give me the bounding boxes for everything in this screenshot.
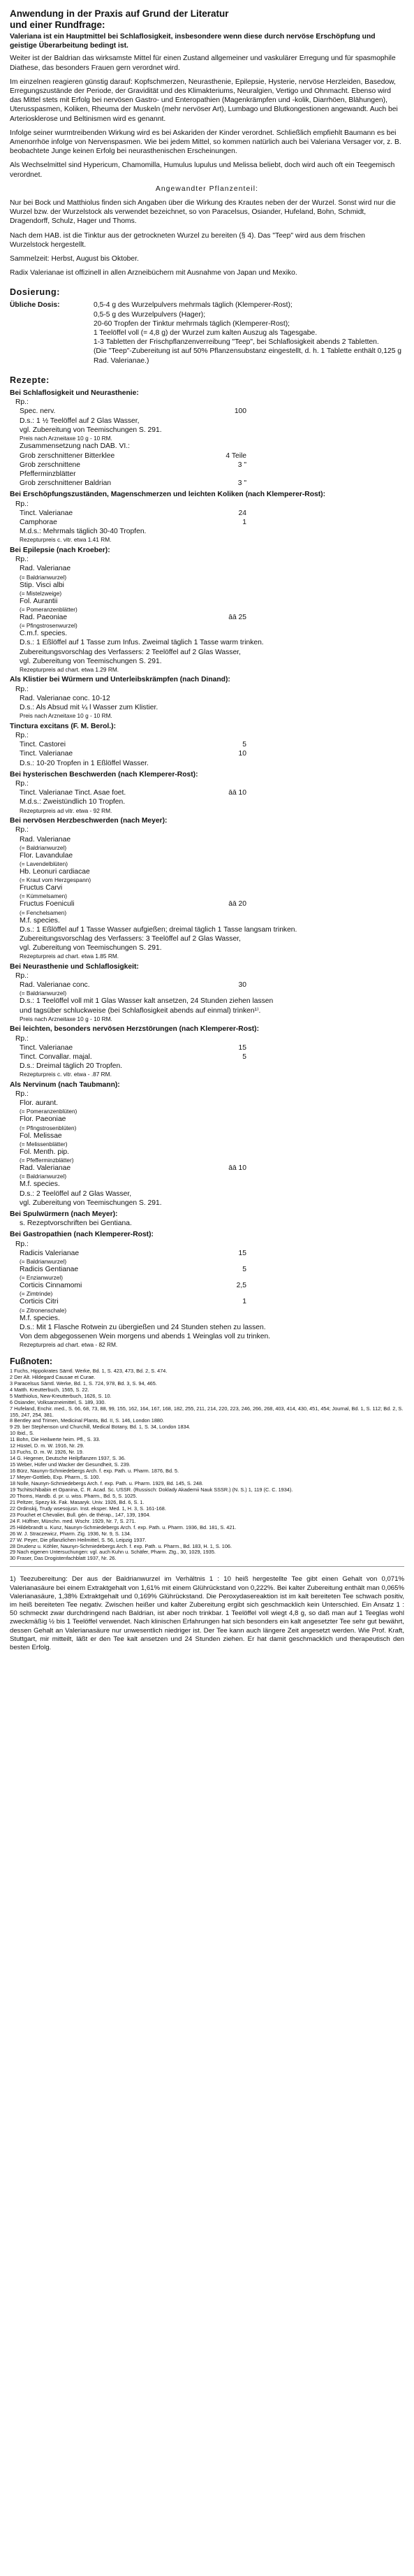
ingredient-translation: (= Kümmelsamen) xyxy=(20,892,68,900)
footnote-item: 10 Ibid., S. xyxy=(10,1430,34,1437)
dosage-block xyxy=(10,301,404,365)
ingredient-row xyxy=(10,461,404,470)
ingredient-name: Grob zerschnittener Bitterklee xyxy=(20,451,115,460)
ingredient-quantity xyxy=(205,564,246,573)
ingredient-quantity xyxy=(205,581,246,590)
ingredient-quantity: 4 Teile xyxy=(226,451,246,460)
recipe-price: Rezepturpreis ad chart. etwa 1.29 RM. xyxy=(20,665,119,673)
recipe-heading xyxy=(10,1080,404,1090)
recipe-instruction: D.s.: 1 ½ Teelöffel auf 2 Glas Wasser, xyxy=(20,417,140,425)
recipe-instruction: Zubereitungsvorschlag des Verfassers: 2 Teelöffel auf 2 Glas Wasser, xyxy=(20,648,241,656)
recipe-heading-text: Bei hysterischen Beschwerden (nach Klemperer-Rost): xyxy=(10,770,198,779)
ingredient-row xyxy=(10,1281,404,1290)
recipe-instruction: vgl. Zubereitung von Teemischungen S. 291. xyxy=(20,1199,162,1207)
recipe-heading-text: Bei Spulwürmern (nach Meyer): xyxy=(10,1210,118,1218)
ingredient-quantity: 100 xyxy=(234,407,246,416)
recipe-instruction: D.s.: 2 Teelöffel auf 2 Glas Wasser, xyxy=(20,1189,132,1198)
recipe-heading-text: Bei Gastropathien (nach Klemperer-Rost): xyxy=(10,1231,154,1239)
ingredient-name: Flor. aurant. xyxy=(20,1099,58,1108)
recipe-heading xyxy=(10,1230,404,1239)
recipe-rp: Rp.: xyxy=(15,780,29,788)
ingredient-quantity: 5 xyxy=(242,1052,246,1061)
footnote-item: 26 W. J. Straczewicz, Pharm. Zig. 1936, Nr. 9, S. 134. xyxy=(10,1530,131,1537)
ingredient-row xyxy=(10,1297,404,1306)
ingredient-translation: (= Melissenblätter) xyxy=(20,1140,68,1148)
ingredient-quantity xyxy=(205,867,246,876)
recipe-rp: Rp.: xyxy=(15,1034,29,1043)
ingredient-row xyxy=(10,581,404,590)
ingredient-row xyxy=(10,788,404,797)
recipe-instruction: C.m.f. species. xyxy=(20,630,68,638)
ingredient-row xyxy=(10,1115,404,1124)
ingredient-name: Rad. Paeoniae xyxy=(20,613,68,621)
ingredient-row xyxy=(10,899,404,909)
ingredient-translation: (= Zimtrinde) xyxy=(20,1290,53,1298)
recipe-heading xyxy=(10,1210,404,1219)
ingredient-translation: (= Mistelzweige) xyxy=(20,589,62,597)
paragraph-6: Nach dem HAB. ist die Tinktur aus der getrockneten Wurzel zu bereiten (§ 4). Das "Teep" wird aus dem frischen Wurzelstock hergestellt. xyxy=(10,231,366,249)
recipe-heading-text: Tinctura excitans (F. M. Berol.): xyxy=(10,722,117,730)
paragraph-1: Weiter ist der Baldrian das wirksamste Mittel für einen Zustand allgemeiner und vaskulärer Erregung und für spasmophile Diathese, das besonders Frauen gern verordnet wird. xyxy=(10,55,396,72)
ingredient-name: Tinct. Valerianae xyxy=(20,1043,73,1052)
recipe-heading xyxy=(10,389,404,398)
ingredient-translation: (= Baldrianwurzel) xyxy=(20,990,67,997)
ingredient-name: Fructus Carvi xyxy=(20,884,63,892)
paragraph-8: Radix Valerianae ist offizinell in allen Arzneibüchern mit Ausnahme von Japan und Mexiko. xyxy=(10,269,297,277)
ingredient-translation: (= Pfefferminzblätter) xyxy=(20,1157,74,1164)
footnote-item: 11 Bohn, Die Heilwerte heim. Pfl., S. 33. xyxy=(10,1436,101,1443)
paragraph-7: Sammelzeit: Herbst, August bis Oktober. xyxy=(10,255,139,263)
ingredient-quantity: 1 xyxy=(242,519,246,527)
recipe-instruction: D.s.: Als Absud mit ¼ l Wasser zum Klistier. xyxy=(20,704,158,712)
recipes-list xyxy=(10,389,404,1349)
ingredient-translation: (= Fenchelsamen) xyxy=(20,909,67,916)
footnote-item: 29 Nach eigenen Untersuchungen: vgl. auch Kuhn u. Schäfer, Pharm. Ztg., 30, 1029, 1935. xyxy=(10,1549,216,1556)
ingredient-row xyxy=(10,835,404,844)
ingredient-quantity: 3 " xyxy=(237,479,246,488)
ingredient-name: Fol. Aurantii xyxy=(20,597,58,605)
recipe-price: Rezepturpreis ad chart. etwa 1.85 RM. xyxy=(20,953,119,960)
ingredient-row xyxy=(10,883,404,892)
divider xyxy=(10,1566,404,1567)
recipe-price: Rezepturpreis c. vitr. etwa 1.41 RM. xyxy=(20,536,112,544)
ingredient-translation: (= Baldrianwurzel) xyxy=(20,1257,67,1265)
ingredient-row xyxy=(10,867,404,876)
footnote-item: 8 Bentley and Trimen, Medicinal Plants, Bd. II, S. 146, London 1880. xyxy=(10,1417,165,1424)
paragraph-3: Infolge seiner wurmtreibenden Wirkung wird es bei Askariden der Kinder verordnet. Schließlich empfiehlt Baumann es bei Amenorrhöe infolge von Nervenspasmen. Wie bei jedem Mittel, so kommen natürlich auch bei Valeriana Versager vor, z. B. beobachtete Junge keinen Erfolg bei neurasthenischen Erscheinungen. xyxy=(10,129,401,156)
ingredient-quantity: 10 xyxy=(238,750,246,758)
ingredient-quantity xyxy=(205,694,246,703)
ingredient-name: Fol. Melissae xyxy=(20,1131,62,1140)
recipe-block xyxy=(10,722,404,768)
recipe-price: Preis nach Arzneitaxe 10 g - 10 RM. xyxy=(20,1015,112,1022)
ingredient-quantity xyxy=(205,1131,246,1141)
recipe-rp: Rp.: xyxy=(15,1090,29,1099)
ingredient-quantity xyxy=(205,851,246,860)
recipe-instruction: Von dem abgegossenen Wein morgens und abends 1 Weinglas voll zu trinken. xyxy=(20,1332,271,1340)
paragraph-4: Als Wechselmittel sind Hypericum, Chamomilla, Humulus lupulus und Melissa beliebt, doch wird auch oft ein Teegemisch verordnet. xyxy=(10,161,395,179)
ingredient-name: Spec. nerv. xyxy=(20,407,56,416)
recipe-instruction: D.s.: Dreimal täglich 20 Tropfen. xyxy=(20,1062,123,1071)
recipe-block xyxy=(10,1210,404,1228)
dosage-lines xyxy=(94,301,404,365)
ingredient-quantity: āā 10 xyxy=(228,789,246,797)
paragraph-2: Im einzelnen reagieren günstig darauf: Kopfschmerzen, Neurasthenie, Epilepsie, Hysterie, nervöse Herzleiden, Basedow, Erregungszustände der Periode, der Gravidität und des Klimakteriums, Neuralgien, Vertigo und Ohnmacht. Ebenso wird das Mittel stets mit Erfolg bei nervösen Gastro- und Enteropathien (Magenkrämpfen und -kolik, Diarrhöen, Blähungen), Uterusspasmen, Koliken, Rheuma der Muskeln (mehr nervöser Art), Lumbago und Blutkongestionen angewandt. Auch bei Arteriosklerose und Beltinismen wird es genannt. xyxy=(10,78,398,123)
dosage-line: (Die "Teep"-Zubereitung ist auf 50% Pflanzensubstanz eingestellt, d. h. 1 Tablette enthält 0,125 g Rad. Valerianae.) xyxy=(94,347,402,365)
ingredient-quantity xyxy=(205,883,246,892)
recipe-heading xyxy=(10,962,404,971)
ingredient-quantity: 24 xyxy=(238,509,246,517)
recipe-block xyxy=(10,546,404,674)
ingredient-translation: (= Pfingstrosenblüten) xyxy=(20,1124,77,1131)
recipe-heading xyxy=(10,816,404,825)
intro-paragraph: Valeriana ist ein Hauptmittel bei Schlaflosigkeit, insbesondere wenn diese durch nervöse Erschöpfung und geistige Überarbeitung bedingt ist. xyxy=(10,33,376,50)
recipe-price: Rezepturpreis c. vitr. etwa - .87 RM. xyxy=(20,1071,112,1078)
recipe-rp: Rp.: xyxy=(15,1240,29,1248)
footnote-item: 24 F. Hüffner, Münchn. med. Wschr. 1929, Nr. 7, S. 271. xyxy=(10,1517,136,1524)
recipe-heading-text: Bei Erschöpfungszuständen, Magenschmerzen und leichten Koliken (nach Klemperer-Rost): xyxy=(10,491,325,499)
ingredient-row xyxy=(10,1043,404,1052)
recipe-heading-text: Als Klistier bei Würmern und Unterleibskrämpfen (nach Dinand): xyxy=(10,676,230,684)
title-line-2: und einer Rundfrage: xyxy=(10,20,105,30)
ingredient-translation: (= Enzianwurzel) xyxy=(20,1274,64,1282)
ingredient-row xyxy=(10,518,404,527)
ingredient-row xyxy=(10,597,404,606)
ingredient-translation: (= Baldrianwurzel) xyxy=(20,573,67,581)
recipe-price: Preis nach Arzneitaxe 10 g - 10 RM. xyxy=(20,712,112,720)
recipe-heading-text: Bei leichten, besonders nervösen Herzstörungen (nach Klemperer-Rost): xyxy=(10,1025,260,1034)
ingredient-row xyxy=(10,1265,404,1274)
footnote-item: 7 Hufeland, Enchir. med., S. 66, 68, 73, 88, 99, 155, 162, 164, 167, 168, 182, 255, 211, 214, 220, 223, 246, 266, 268, 403, 414, 430, 451, 454; Journal, Bd. 1, S. 112; Bd. 2, S. 155, 247, 254, 381. xyxy=(10,1405,404,1418)
ingredient-name: Rad. Valerianae xyxy=(20,835,71,844)
ingredient-translation: (= Pfingstrosenwurzel) xyxy=(20,622,77,630)
footnote-item: 28 Drudenz u. Köhler, Naunyn-Schmiedebergs Arch. f. exp. Path. u. Pharm., Bd. 183, H. 1, S. 106. xyxy=(10,1542,232,1549)
recipe-block xyxy=(10,816,404,960)
ingredient-row xyxy=(10,1249,404,1258)
ingredient-quantity xyxy=(205,470,246,479)
recipe-block xyxy=(10,962,404,1023)
ingredient-name: Flor. Paeoniae xyxy=(20,1115,66,1124)
footnote-item: 3 Paracelsus Sämtl. Werke, Bd. 1, S. 724, 978, Bd. 3, S. 94, 465. xyxy=(10,1380,157,1387)
footnote-item: 17 Meyer-Gottlieb, Exp. Pharm., S. 100. xyxy=(10,1474,101,1481)
ingredient-name: Rad. Valerianae xyxy=(20,1164,71,1173)
footnote-item: 25 Hildebrandt u. Kunz, Naunyn-Schmiedebergs Arch. f. exp. Path. u. Pharm. 1936, Bd. 181, S. 421. xyxy=(10,1524,237,1531)
ingredient-quantity: 15 xyxy=(238,1043,246,1052)
footnote-item: 21 Peltzer, Spezy kk. Fak. Masaryk. Univ. 1926, Bd. 6, S. 1. xyxy=(10,1498,145,1505)
recipe-price: Preis nach Arzneitaxe 10 g - 10 RM. xyxy=(20,434,112,442)
ingredient-row xyxy=(10,509,404,518)
ingredient-translation: (= Pomeranzenblätter) xyxy=(20,605,77,613)
ingredient-quantity xyxy=(205,597,246,606)
footnote-item: 22 Ordinskij, Trudy wsesojusn. Inst. eksper. Med. 1, H. 3, S. 161-168. xyxy=(10,1505,166,1512)
recipe-block xyxy=(10,675,404,719)
recipe-instruction: M.f. species. xyxy=(20,1180,60,1189)
recipe-instruction: s. Rezeptvorschriften bei Gentiana. xyxy=(20,1220,132,1228)
ingredient-row xyxy=(10,749,404,758)
recipes-heading: Rezepte: xyxy=(10,375,50,385)
ingredient-quantity: 5 xyxy=(242,741,246,749)
ingredient-row xyxy=(10,407,404,416)
recipe-block xyxy=(10,490,404,544)
ingredient-name: Stip. Visci albi xyxy=(20,581,64,589)
footnote-item: 12 Hüstel, D. m. W. 1916, Nr. 29. xyxy=(10,1442,84,1449)
recipe-rp: Rp.: xyxy=(15,731,29,739)
ingredient-quantity: 1 xyxy=(242,1298,246,1306)
recipe-price: Rezepturpreis ad vitr. etwa - 92 RM. xyxy=(20,806,112,814)
ingredient-quantity: 2,5 xyxy=(236,1282,246,1290)
footnotes-list xyxy=(10,1368,404,1563)
ingredient-name: Corticis Citri xyxy=(20,1298,59,1306)
ingredient-name: Fol. Menth. pip. xyxy=(20,1148,69,1156)
ingredient-quantity: āā 10 xyxy=(228,1164,246,1173)
footnote-item: 19 Tschitschibabin et Opanina, C. R. Acad. Sc. USSR. (Russisch: Doklady Akademii Nauk SSSR.) (N. S.) 1, 119 (C. C. 1934). xyxy=(10,1486,293,1493)
footnote-item: 2 Der Alt. Hildegard Causae et Curae. xyxy=(10,1373,96,1380)
ingredient-row xyxy=(10,1099,404,1108)
ingredient-row xyxy=(10,740,404,749)
recipe-heading-text: Bei Schlaflosigkeit und Neurasthenie: xyxy=(10,389,139,397)
ingredient-name: Tinct. Valerianae xyxy=(20,509,73,517)
dosage-label: Übliche Dosis: xyxy=(10,301,60,310)
ingredient-name: Grob zerschnittener Baldrian xyxy=(20,479,112,488)
dosage-line: 1 Teelöffel voll (= 4,8 g) der Wurzel zum kalten Auszug als Tagesgabe. xyxy=(94,329,318,338)
footnote-item: 27 W. Peyer, Die pflanzlichen Heilmittel, S. 56, Leipzig 1937. xyxy=(10,1536,147,1543)
recipe-heading-text: Bei Neurasthenie und Schlaflosigkeit: xyxy=(10,962,139,971)
title-line-1: Anwendung in der Praxis auf Grund der Literatur xyxy=(10,8,229,19)
dosage-line: 0,5-5 g des Wurzelpulvers (Hager); xyxy=(94,310,206,319)
recipe-instruction: vgl. Zubereitung von Teemischungen S. 291. xyxy=(20,426,162,434)
dosage-line: 0,5-4 g des Wurzelpulvers mehrmals täglich (Klemperer-Rost); xyxy=(94,301,293,310)
recipe-rp: Rp.: xyxy=(15,685,29,693)
recipe-heading xyxy=(10,770,404,779)
footnote-item: 30 Fraser, Das Drogistenfachblatt 1937, Nr. 26. xyxy=(10,1555,117,1562)
recipe-heading-text: Bei nervösen Herzbeschwerden (nach Meyer): xyxy=(10,817,168,825)
ingredient-row xyxy=(10,479,404,488)
recipe-instruction: M.d.s.: Zweistündlich 10 Tropfen. xyxy=(20,798,126,806)
recipe-instruction: D.s.: Mit 1 Flasche Rotwein zu übergießen und 24 Stunden stehen zu lassen. xyxy=(20,1323,266,1331)
recipe-instruction: Zubereitungsvorschlag des Verfassers: 3 Teelöffel auf 2 Glas Wasser, xyxy=(20,934,241,943)
recipe-heading-text: Bei Epilepsie (nach Kroeber): xyxy=(10,546,110,554)
recipe-instruction: D.s.: 1 Eßlöffel auf 1 Tasse Wasser aufgießen; dreimal täglich 1 Tasse langsam trinken. xyxy=(20,925,297,934)
recipe-heading xyxy=(10,675,404,684)
ingredient-name: Tinct. Convallar. majal. xyxy=(20,1052,92,1061)
ingredient-quantity: 3 " xyxy=(237,461,246,469)
ingredient-name: Rad. Valerianae conc. 10-12 xyxy=(20,694,110,702)
ingredient-name: Radicis Gentianae xyxy=(20,1265,79,1273)
ingredient-quantity: 15 xyxy=(238,1249,246,1257)
recipe-instruction: M.f. species. xyxy=(20,916,60,925)
footnote-item: 20 Thoms, Handb. d. pr. u. wiss. Pharm., Bd. 5, S. 1025. xyxy=(10,1492,138,1499)
recipe-heading xyxy=(10,1025,404,1034)
ingredient-name: Camphorae xyxy=(20,519,57,527)
ingredient-name: Tinct. Valerianae xyxy=(20,750,73,758)
paragraph-5: Nur bei Bock und Matthiolus finden sich Angaben über die Wirkung des Krautes neben der der Wurzel. Sonst wird nur die Wurzel bzw. der Wurzelstock als verwendet bezeichnet, so von Paracelsus, Osiander, Hufeland, Bohn, Schmidt, Dragendorff, Schulz, Hager und Thoms. xyxy=(10,199,396,226)
recipe-instruction: und tagsüber schluckweise (bei Schlaflosigkeit abends auf einmal) trinken¹⁾. xyxy=(20,1006,261,1015)
ingredient-quantity: āā 20 xyxy=(228,900,246,909)
ingredient-name: Pfefferminzblätter xyxy=(20,470,76,479)
recipe-block xyxy=(10,389,404,489)
footnote-item: 9 29. ber Stephenson und Churchill, Medical Botany, Bd. 1, S. 34, London 1834. xyxy=(10,1424,191,1431)
recipe-block xyxy=(10,1080,404,1208)
ingredient-name: Hb. Leonuri cardiacae xyxy=(20,867,90,876)
ingredient-name: Fructus Foeniculi xyxy=(20,900,75,909)
recipe-instruction: vgl. Zubereitung von Teemischungen S. 291. xyxy=(20,657,162,665)
footnote-item: 5 Matthiolus, New-Kreutterbuch, 1626, S. 10. xyxy=(10,1392,112,1399)
recipe-block xyxy=(10,1025,404,1078)
ingredient-row xyxy=(10,613,404,622)
ingredient-quantity xyxy=(205,1099,246,1108)
tea-preparation-note: 1) Teezubereitung: Der aus der Baldrianwurzel im Verhältnis 1 : 10 heiß hergestellte Tee gibt einen Gehalt von 0,071% Valerianasäure bei einem Extraktgehalt von 1,61% mit einem Glührückstand von 0,222%. Bei kalter Zubereitung enthält man 0,065% Valerianasäure, 1,38% Extraktgehalt und 0,169% Glührückstand. Die Peroxydasereaktion ist im kalt bereiteten Tee schwach positiv, im heiß bereiteten Tee negativ. Zwischen heißer und kalter Zubereitung ergibt sich geschmacklich kein Unterschied. Ein Ansatz 1 : 50 schmeckt zwar durchdringend nach Baldrian, ist aber noch trinkbar. 1 Teelöffel voll wiegt 4,8 g, so daß man auf 1 Teeglas wohl zweckmäßig ½ bis 1 Teelöffel verwendet. Nach klinischen Erfahrungen hat sich besonders ein kalt angesetzter Tee sehr gut bewährt, dessen Gehalt an Valerianasäure nur unwesentlich niedriger ist. Der Tee kann auch längere Zeit angesetzt werden. Wie Prof. Kraft, Stuttgart, mir mitteilt, läßt er den Tee kalt ansetzen und 24 Stunden ziehen. Er hat damit geschmacklich und therapeutisch den besten Erfolg. xyxy=(10,1575,404,1652)
ingredient-row xyxy=(10,1052,404,1062)
footnote-item: 15 Weber, Hüfer und Wacker der Gesundheit, S. 239. xyxy=(10,1461,131,1468)
recipe-rp: Rp.: xyxy=(15,826,29,834)
ingredient-row xyxy=(10,851,404,860)
ingredient-row xyxy=(10,470,404,479)
ingredient-translation: (= Baldrianwurzel) xyxy=(20,844,67,851)
ingredient-row xyxy=(10,1148,404,1157)
recipe-rp: Rp.: xyxy=(15,398,29,407)
ingredient-row xyxy=(10,1164,404,1173)
footnote-item: 4 Matth. Kreutterbuch, 1565, S. 22. xyxy=(10,1386,89,1393)
ingredient-name: Tinct. Castorei xyxy=(20,741,66,749)
ingredient-row xyxy=(10,694,404,703)
footnote-item: 6 Osiander, Volksarzneimittel, S. 189, 330. xyxy=(10,1398,106,1405)
recipe-instruction: D.s.: 1 Eßlöffel auf 1 Tasse zum Infus. Zweimal täglich 1 Tasse warm trinken. xyxy=(20,639,264,647)
ingredient-translation: (= Zitronenschale) xyxy=(20,1306,67,1314)
recipe-instruction: M.d.s.: Mehrmals täglich 30-40 Tropfen. xyxy=(20,528,147,536)
ingredient-name: Rad. Valerianae xyxy=(20,565,71,573)
recipe-heading xyxy=(10,722,404,731)
dosage-heading: Dosierung: xyxy=(10,287,60,298)
recipe-heading xyxy=(10,490,404,499)
ingredient-row xyxy=(10,564,404,573)
ingredient-row xyxy=(10,981,404,990)
recipe-instruction: D.s.: 10-20 Tropfen in 1 Eßlöffel Wasser. xyxy=(20,759,149,767)
ingredient-name: Flor. Lavandulae xyxy=(20,851,73,860)
ingredient-name: Rad. Valerianae conc. xyxy=(20,981,90,990)
ingredient-name: Grob zerschnittene xyxy=(20,461,80,469)
ingredient-quantity: āā 25 xyxy=(228,613,246,621)
recipe-heading-text: Als Nervinum (nach Taubmann): xyxy=(10,1080,120,1089)
ingredient-translation: (= Baldrianwurzel) xyxy=(20,1173,67,1180)
ingredient-row xyxy=(10,451,404,461)
recipe-block xyxy=(10,770,404,814)
ingredient-quantity xyxy=(205,835,246,844)
footnote-item: 23 Pouchet et Chevalier, Bull. gén. de thérap., 147, 139, 1904. xyxy=(10,1511,151,1518)
ingredient-name: Corticis Cinnamomi xyxy=(20,1282,82,1290)
recipe-heading xyxy=(10,546,404,555)
ingredient-translation: (= Kraut vom Herzgespann) xyxy=(20,876,91,884)
article-title xyxy=(10,8,404,31)
recipe-instruction: Zusammensetzung nach DAB. VI.: xyxy=(20,442,130,451)
ingredient-quantity xyxy=(205,1115,246,1124)
footnote-item: 14 G. Hegener, Deutsche Heilpflanzen 1937, S. 36. xyxy=(10,1455,126,1462)
ingredient-name: Radicis Valerianae xyxy=(20,1249,80,1257)
dosage-line: 1-3 Tabletten der Frischpflanzenverreibung "Teep", bei Schlaflosigkeit abends 2 Tabletten. xyxy=(94,338,379,347)
ingredient-translation: (= Lavendelblüten) xyxy=(20,860,68,867)
ingredient-quantity: 30 xyxy=(238,981,246,990)
ingredient-quantity: 5 xyxy=(242,1265,246,1273)
ingredient-name: Tinct. Valerianae Tinct. Asae foet. xyxy=(20,789,126,797)
footnote-item: 18 Nolle, Naunyn-Schmiedebergs Arch. f. exp. Path. u. Pharm. 1929, Bd. 145, S. 248. xyxy=(10,1480,204,1486)
recipe-block xyxy=(10,1230,404,1348)
recipe-rp: Rp.: xyxy=(15,556,29,564)
footnotes-heading: Fußnoten: xyxy=(10,1356,53,1366)
recipe-instruction: M.f. species. xyxy=(20,1314,60,1322)
recipe-price: Rezepturpreis ad chart. etwa - 82 RM. xyxy=(20,1341,118,1349)
recipe-instruction: D.s.: 1 Teelöffel voll mit 1 Glas Wasser kalt ansetzen, 24 Stunden ziehen lassen xyxy=(20,997,274,1006)
recipe-instruction: vgl. Zubereitung von Teemischungen S. 291. xyxy=(20,944,162,953)
ingredient-translation: (= Pomeranzenblüten) xyxy=(20,1108,77,1115)
ingredient-row xyxy=(10,1131,404,1141)
recipe-rp: Rp.: xyxy=(15,500,29,508)
ingredient-quantity xyxy=(205,1148,246,1157)
footnote-item: 13 Fuchs, D. m. W. 1926, Nr. 19. xyxy=(10,1449,84,1456)
footnote-item: 1 Fuchs, Hippokrates Sämtl. Werke, Bd. 1, S. 423, 473, Bd. 2, S. 474. xyxy=(10,1367,168,1374)
subheading-plant-part: Angewandter Pflanzenteil: xyxy=(155,184,259,193)
recipe-rp: Rp.: xyxy=(15,972,29,981)
dosage-line: 20-60 Tropfen der Tinktur mehrmals täglich (Klemperer-Rost); xyxy=(94,319,290,328)
footnote-item: 16 Bürz, Naunyn-Schmiedebergs Arch. f. exp. Path. u. Pharm. 1876, Bd. 5. xyxy=(10,1468,179,1475)
